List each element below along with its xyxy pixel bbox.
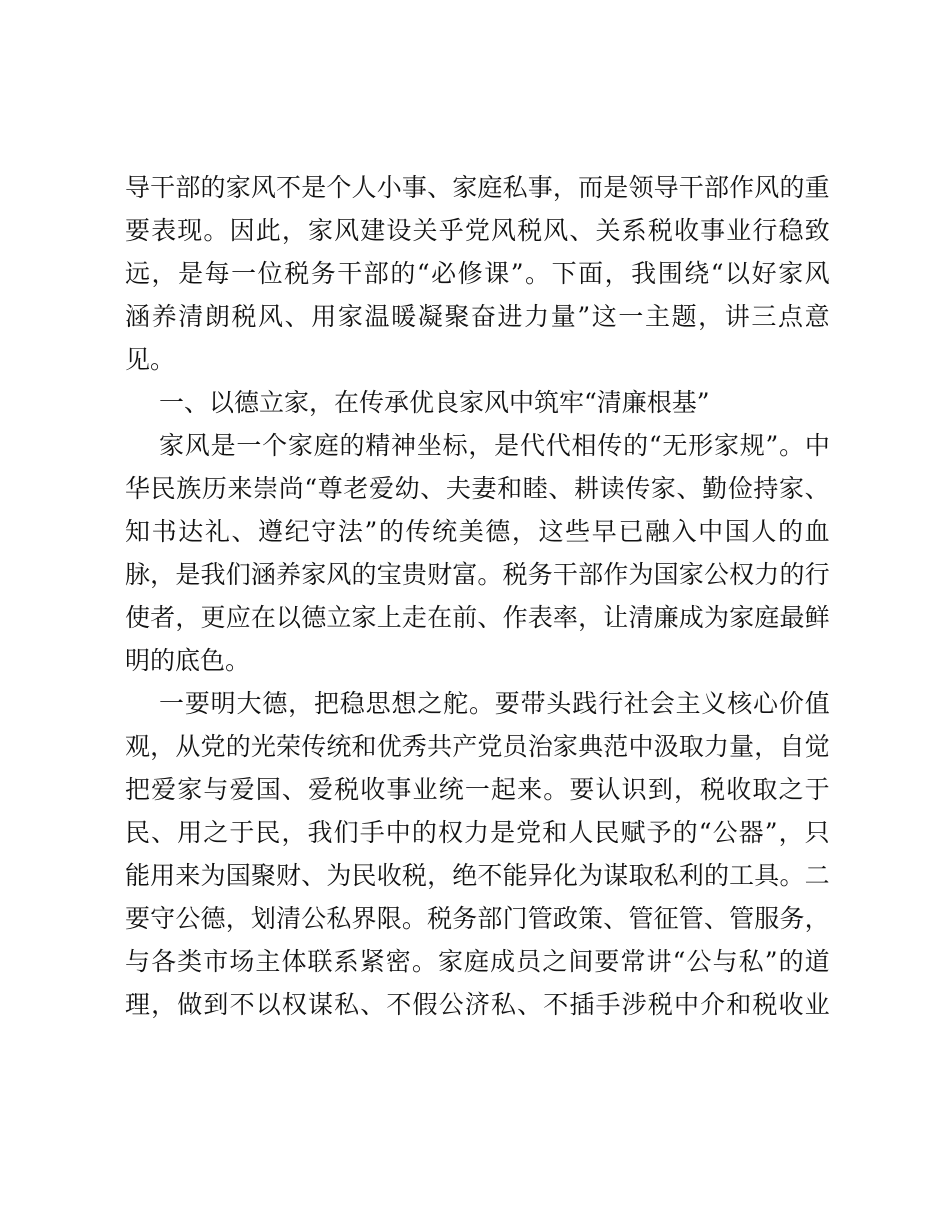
text-line: 家 风 是 一 个 家 庭 的 精 神 坐 标 ， 是 代 代 相 传 的 “ 无 形 家 规 ” 。 中 (159, 431, 830, 460)
text-line: 见。 (125, 345, 176, 374)
text-line: 使 者 ， 更 应 在 以 德 立 家 上 走 在 前 、 作 表 率 ， 让 清 廉 成 为 家 庭 最 鲜 (125, 603, 830, 632)
text-line: 知 书 达 礼 、 遵 纪 守 法 ” 的 传 统 美 德 ， 这 些 早 已 融 入 中 国 人 的 血 (125, 517, 830, 546)
text-line: 一 要 明 大 德 ， 把 稳 思 想 之 舵 。 要 带 头 践 行 社 会 主 义 核 心 价 值 (159, 689, 830, 718)
text-line: 与 各 类 市 场 主 体 联 系 紧 密 。 家 庭 成 员 之 间 要 常 讲 “ 公 与 私 ” 的 道 (125, 947, 830, 976)
text-line: 一、以德立家，在传承优良家风中筑牢“清廉根基” (159, 388, 710, 417)
text-line: 明的底色。 (125, 646, 251, 675)
text-line: 脉 ， 是 我 们 涵 养 家 风 的 宝 贵 财 富 。 税 务 干 部 作 为 国 家 公 权 力 的 行 (125, 560, 830, 589)
text-line: 民 、 用 之 于 民 ， 我 们 手 中 的 权 力 是 党 和 人 民 赋 予 的 “ 公 器 ” ， 只 (125, 818, 830, 847)
text-line: 导 干 部 的 家 风 不 是 个 人 小 事 、 家 庭 私 事 ， 而 是 领 导 干 部 作 风 的 重 (125, 173, 830, 202)
text-line: 理 ， 做 到 不 以 权 谋 私 、 不 假 公 济 私 、 不 插 手 涉 税 中 介 和 税 收 业 (125, 990, 830, 1019)
body-text (125, 166, 830, 1026)
text-line: 把 爱 家 与 爱 国 、 爱 税 收 事 业 统 一 起 来 。 要 认 识 到 ， 税 收 取 之 于 (125, 775, 830, 804)
text-line: 华 民 族 历 来 崇 尚 “ 尊 老 爱 幼 、 夫 妻 和 睦 、 耕 读 传 家 、 勤 俭 持 家 、 (125, 474, 830, 503)
text-line: 要 守 公 德 ， 划 清 公 私 界 限 。 税 务 部 门 管 政 策 、 管 征 管 、 管 服 务 ， (125, 904, 830, 933)
text-line: 涵 养 清 朗 税 风 、 用 家 温 暖 凝 聚 奋 进 力 量 ” 这 一 主 题 ， 讲 三 点 意 (125, 302, 830, 331)
text-line: 要 表 现 。 因 此 ， 家 风 建 设 关 乎 党 风 税 风 、 关 系 税 收 事 业 行 稳 致 (125, 216, 830, 245)
text-line: 能 用 来 为 国 聚 财 、 为 民 收 税 ， 绝 不 能 异 化 为 谋 取 私 利 的 工 具 。 二 (125, 861, 830, 890)
text-line: 远 ， 是 每 一 位 税 务 干 部 的 “ 必 修 课 ” 。 下 面 ， 我 围 绕 “ 以 好 家 风 (125, 259, 830, 288)
text-line: 观 ， 从 党 的 光 荣 传 统 和 优 秀 共 产 党 员 治 家 典 范 中 汲 取 力 量 ， 自 觉 (125, 732, 830, 761)
